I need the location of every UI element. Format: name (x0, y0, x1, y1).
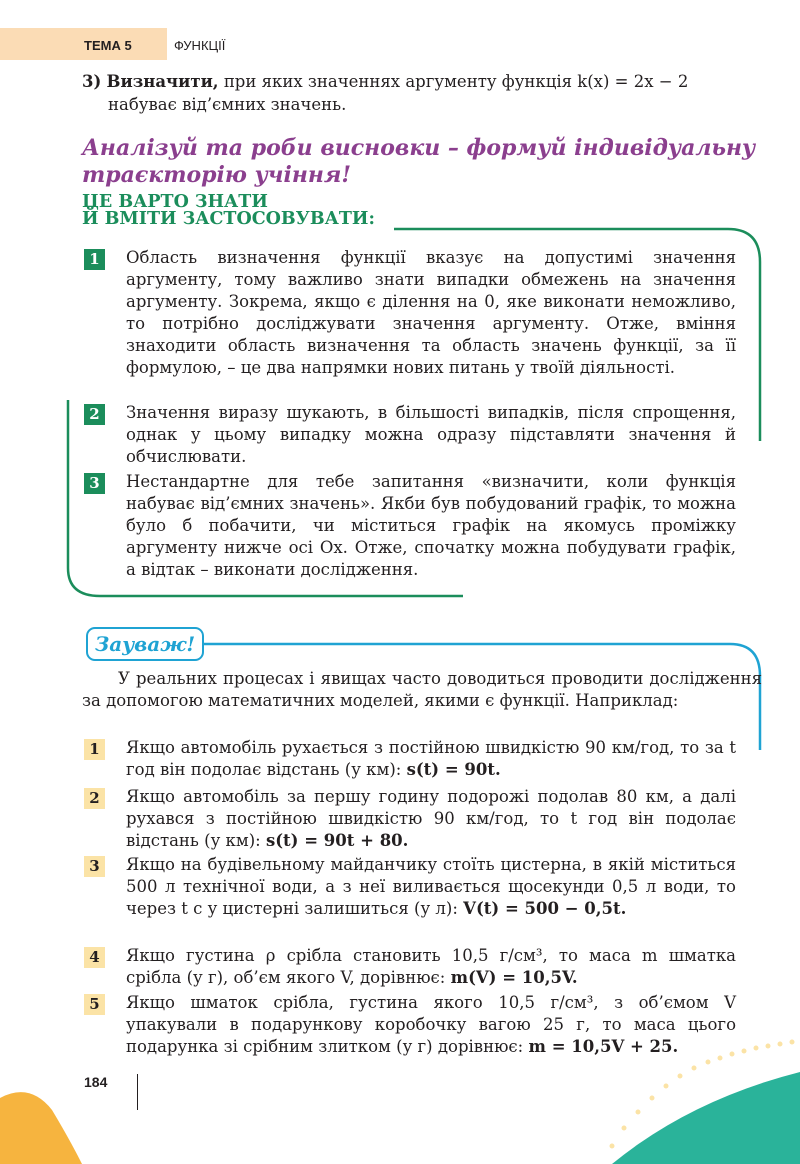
note-item-3-formula: V(t) = 500 − 0,5t. (463, 899, 627, 918)
note-item-1-text: Якщо автомобіль рухається з постійною швидкістю 90 км/год, то за t год він подолає відстань (у км): (126, 738, 736, 779)
know-title (82, 194, 375, 228)
page-number: 184 (84, 1074, 108, 1090)
note-item-4-number: 4 (84, 947, 105, 968)
note-title: Зауваж! (86, 627, 204, 661)
know-item-1-number: 1 (84, 249, 105, 270)
note-item-2-formula: s(t) = 90t + 80. (265, 831, 409, 850)
task-number: 3) (82, 72, 102, 91)
decor-orange-blob (0, 1092, 82, 1164)
note-item-4-text: Якщо густина ρ срібла становить 10,5 г/см³, то маса m шматка срібла (у г), об’єм якого V, дорівнює: (126, 946, 736, 987)
note-item-1 (126, 737, 736, 781)
task-line2: набуває від’ємних значень. (108, 95, 347, 114)
note-item-5-number: 5 (84, 994, 105, 1015)
know-item-1-text: Область визначення функції вказує на допустимі значення аргументу, тому важливо знати випадки обмежень на значення аргументу. Зокрема, якщо є ділення на 0, яке виконати неможливо, то потрібно досліджувати значення аргументу. Отже, вміння знаходити область визначення та область значень функції, за її формулою, – це два напрямки нових питань у твоїй діяльності. (126, 248, 736, 377)
analyze-heading: Аналізуй та роби висновки – формуй індивідуальну траєкторію учіння! (82, 135, 756, 188)
task-text: при яких значеннях аргументу функція k(x) = 2x − 2 (223, 72, 689, 91)
section-label: ФУНКЦІЇ (174, 38, 226, 53)
know-item-2-text: Значення виразу шукають, в більшості випадків, після спрощення, однак у цьому випадку можна одразу підставляти значення й обчислювати. (126, 403, 736, 466)
note-item-5 (126, 992, 736, 1058)
know-item-3-number: 3 (84, 473, 105, 494)
know-title-line1: ЦЕ ВАРТО ЗНАТИ (82, 192, 268, 212)
page-divider (137, 1074, 138, 1110)
note-item-5-formula: m = 10,5V + 25. (528, 1037, 679, 1056)
note-item-2 (126, 786, 736, 852)
note-item-2-text: Якщо автомобіль за першу годину подорожі подолав 80 км, а далі рухався з постійною швидкістю 90 км/год, то t год він подолає відстань (у км): (126, 787, 736, 850)
note-item-5-text: Якщо шматок срібла, густина якого 10,5 г/см³, з об’ємом V упакували в подарункову коробочку вагою 25 г, то маса цього подарунка зі срібним злитком (у г) дорівнює: (126, 993, 736, 1056)
note-item-4 (126, 945, 736, 989)
note-item-3-text: Якщо на будівельному майданчику стоїть цистерна, в якій міститься 500 л технічної води, а з неї виливається щосекунди 0,5 л води, то через t с у цистерні залишиться (у л): (126, 855, 736, 918)
know-title-line2: Й ВМІТИ ЗАСТОСОВУВАТИ: (82, 209, 375, 229)
note-item-4-formula: m(V) = 10,5V. (450, 968, 578, 987)
know-item-3-text: Нестандартне для тебе запитання «визначити, коли функція набуває від’ємних значень». Якби був побудований графік, то можна було б побачити, чи міститься графік на якомусь проміжку аргументу нижче осі Ox. Отже, спочатку можна побудувати графік, а відтак – виконати дослідження. (126, 472, 736, 579)
note-item-1-formula: s(t) = 90t. (406, 760, 501, 779)
decor-teal-blob (612, 1072, 800, 1164)
note-item-3 (126, 854, 736, 920)
note-item-3-number: 3 (84, 856, 105, 877)
know-item-2-number: 2 (84, 404, 105, 425)
theme-label: ТЕМА 5 (84, 38, 132, 53)
task-bold: Визначити, (106, 72, 219, 91)
note-intro: У реальних процесах і явищах часто доводиться проводити дослідження за допомогою математичних моделей, якими є функції. Наприклад: (82, 669, 762, 710)
task-3 (82, 70, 762, 116)
note-item-1-number: 1 (84, 739, 105, 760)
note-item-2-number: 2 (84, 788, 105, 809)
